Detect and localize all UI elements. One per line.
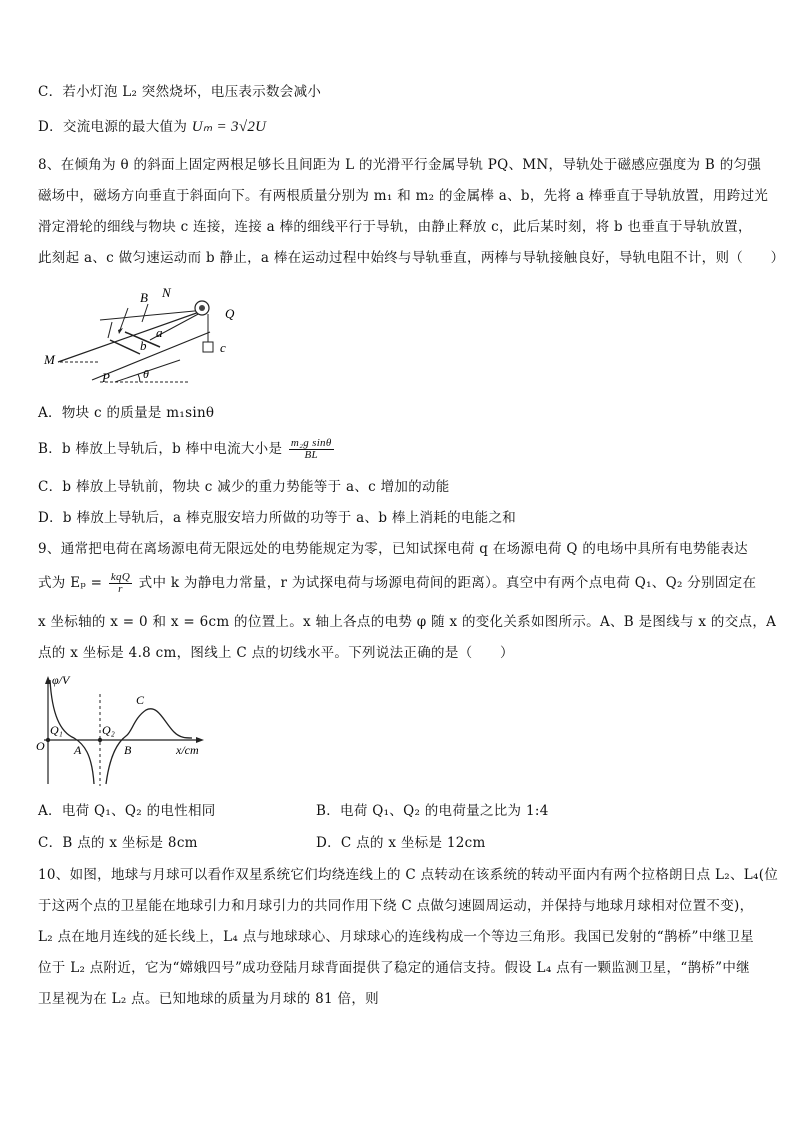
q7-option-c: C．若小灯泡 L₂ 突然烧坏，电压表示数会减小 bbox=[38, 84, 322, 100]
q10-stem-line-3: L₂ 点在地月连线的延长线上，L₄ 点与地球球心、月球球心的连线构成一个等边三角形。我国已发射的“鹊桥”中继卫星 bbox=[38, 929, 754, 945]
q9-stem-line-2-suffix: 式中 k 为静电力常量，r 为试探电荷与场源电荷间的距离）。真空中有两个点电荷 Q₁、Q₂ 分别固定在 bbox=[138, 575, 757, 591]
q8-label-b-field: B bbox=[140, 290, 148, 305]
q9-stem-line-2-prefix: 式为 Eₚ = bbox=[38, 575, 103, 591]
q8-option-d: D．b 棒放上导轨后，a 棒克服安培力所做的功等于 a、b 棒上消耗的电能之和 bbox=[38, 510, 517, 526]
q9-stem-line-1: 9、通常把电荷在离场源电荷无限远处的电势能规定为零，已知试探电荷 q 在场源电荷 Q 的电场中具所有电势能表达 bbox=[38, 541, 748, 557]
q8-label-a: a bbox=[156, 325, 163, 340]
q10-stem-line-4: 位于 L₂ 点附近，它为“嫦娥四号”成功登陆月球背面提供了稳定的通信支持。假设 L₄ 点有一颗监测卫星，“鹊桥”中继 bbox=[38, 960, 750, 976]
q9-label-b: B bbox=[124, 743, 132, 757]
q8-option-b-fraction bbox=[289, 438, 334, 461]
q9-y-axis-label: φ/V bbox=[52, 674, 70, 687]
q9-x-axis-label: x/cm bbox=[176, 743, 199, 757]
q8-label-q: Q bbox=[225, 306, 235, 321]
q9-stem-line-2 bbox=[38, 572, 756, 595]
q8-label-c: c bbox=[220, 340, 226, 355]
q9-option-d: D．C 点的 x 坐标是 12cm bbox=[316, 835, 486, 851]
q8-stem-line-1: 8、在倾角为 θ 的斜面上固定两根足够长且间距为 L 的光滑平行金属导轨 PQ、MN，导轨处于磁感应强度为 B 的匀强 bbox=[38, 157, 762, 173]
q7-option-d-text: D．交流电源的最大值为 bbox=[38, 119, 188, 135]
q7-option-d bbox=[38, 118, 266, 136]
q8-rail-diagram bbox=[40, 282, 250, 390]
q9-stem-line-4: 点的 x 坐标是 4.8 cm，图线上 C 点的切线水平。下列说法正确的是（ ） bbox=[38, 645, 514, 661]
q8-label-p: P bbox=[102, 370, 110, 385]
q9-label-c: C bbox=[136, 693, 145, 707]
q8-option-b bbox=[38, 438, 336, 461]
q9-label-q2: Q₂ bbox=[102, 723, 115, 737]
q8-option-b-numerator: m₂g sinθ bbox=[290, 437, 332, 449]
q9-energy-denominator: r bbox=[118, 583, 123, 595]
q8-label-m: M bbox=[44, 352, 55, 367]
q8-option-c: C．b 棒放上导轨前，物块 c 减少的重力势能等于 a、c 增加的动能 bbox=[38, 479, 450, 495]
q9-option-b: B．电荷 Q₁、Q₂ 的电荷量之比为 1:4 bbox=[316, 803, 549, 819]
q8-stem-line-3: 滑定滑轮的细线与物块 c 连接，连接 a 棒的细线平行于导轨，由静止释放 c，此后某时刻，将 b 也垂直于导轨放置， bbox=[38, 219, 752, 235]
q8-option-a: A．物块 c 的质量是 m₁sinθ bbox=[38, 405, 215, 421]
q9-stem-line-3: x 坐标轴的 x = 0 和 x = 6cm 的位置上。x 轴上各点的电势 φ 随 x 的变化关系如图所示。A、B 是图线与 x 的交点，A bbox=[38, 614, 777, 630]
q9-energy-fraction bbox=[109, 572, 132, 595]
q8-option-b-text: B．b 棒放上导轨后，b 棒中电流大小是 bbox=[38, 441, 283, 457]
q9-label-a: A bbox=[74, 743, 82, 757]
q10-stem-line-2: 于这两个点的卫星能在地球引力和月球引力的共同作用下绕 C 点做匀速圆周运动，并保持与地球月球相对位置不变)， bbox=[38, 898, 754, 914]
q9-option-a: A．电荷 Q₁、Q₂ 的电性相同 bbox=[38, 803, 216, 819]
q9-potential-graph bbox=[34, 674, 240, 794]
q9-label-origin: O bbox=[36, 739, 45, 753]
q8-stem-line-2: 磁场中，磁场方向垂直于斜面向下。有两根质量分别为 m₁ 和 m₂ 的金属棒 a、b，先将 a 棒垂直于导轨放置，用跨过光 bbox=[38, 188, 769, 204]
q10-stem-line-5: 卫星视为在 L₂ 点。已知地球的质量为月球的 81 倍，则 bbox=[38, 991, 379, 1007]
q10-stem-line-1: 10、如图，地球与月球可以看作双星系统它们均绕连线上的 C 点转动在该系统的转动平面内有两个拉格朗日点 L₂、L₄(位 bbox=[38, 867, 779, 883]
q8-option-b-denominator: BL bbox=[304, 449, 318, 461]
q8-label-n: N bbox=[162, 285, 171, 300]
q8-label-b-rod: b bbox=[140, 338, 147, 353]
q8-stem-line-4: 此刻起 a、c 做匀速运动而 b 静止，a 棒在运动过程中始终与导轨垂直，两棒与导轨接触良好，导轨电阻不计，则（ ） bbox=[38, 250, 785, 266]
q9-energy-numerator: kqQ bbox=[110, 571, 131, 583]
q7-option-d-formula: Uₘ = 3√2U bbox=[191, 119, 267, 135]
q9-label-q1: Q₁ bbox=[50, 723, 63, 737]
q9-option-c: C．B 点的 x 坐标是 8cm bbox=[38, 835, 198, 851]
q8-label-theta: θ bbox=[143, 367, 149, 381]
